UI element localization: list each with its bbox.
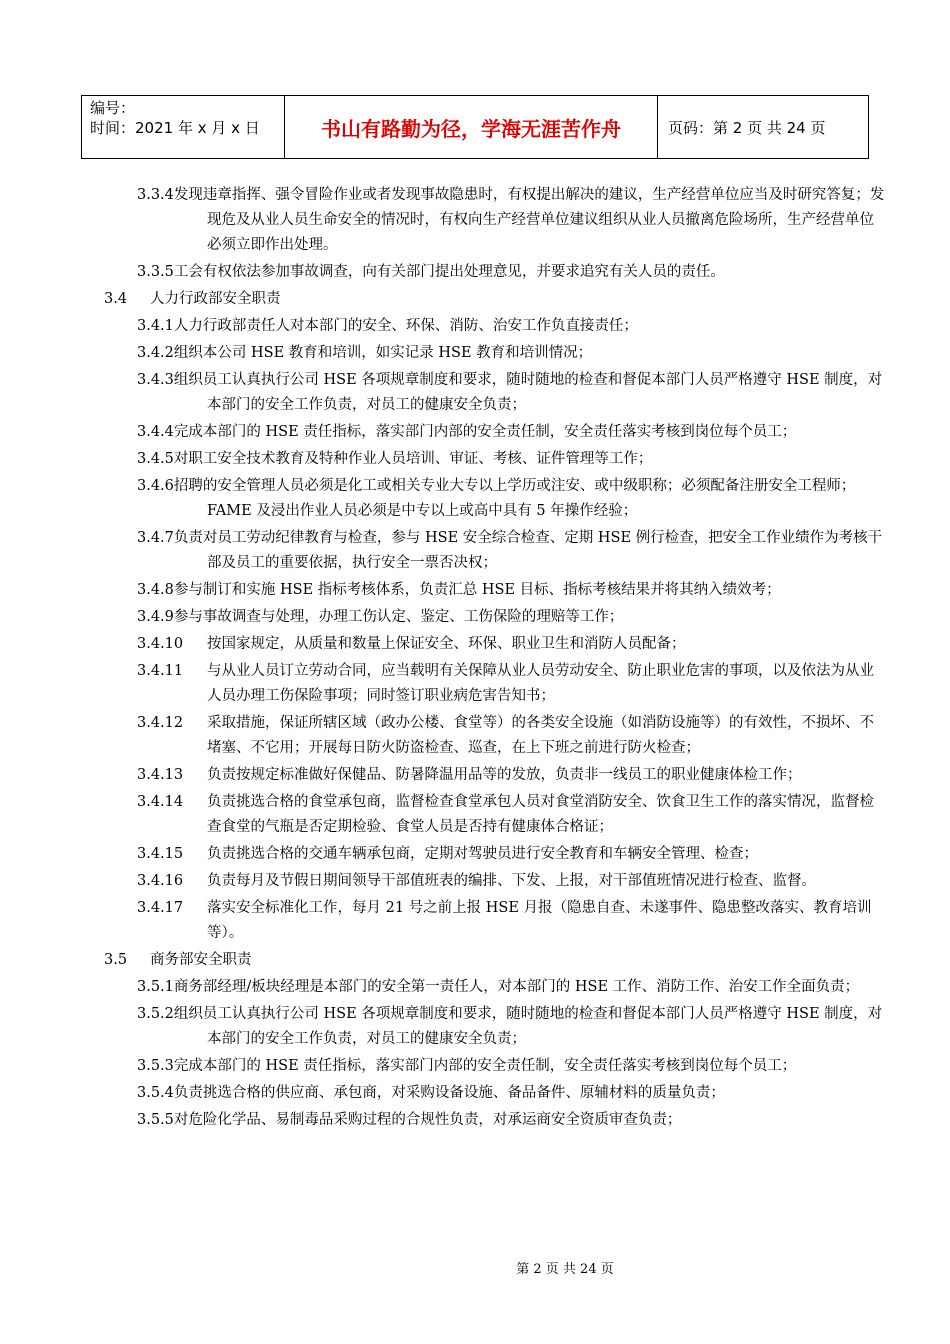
clause-number: 3.4.7 — [137, 530, 174, 546]
clause-text: 落实安全标准化工作，每月 21 号之前上报 HSE 月报（隐患自查、未遂事件、隐患整改落实、教育培训等）。 — [207, 900, 872, 941]
clause-number: 3.4.8 — [137, 582, 174, 598]
clause-text: 组织员工认真执行公司 HSE 各项规章制度和要求，随时随地的检查和督促本部门人员严格遵守 HSE 制度，对本部门的安全工作负责，对员工的健康安全负责； — [173, 372, 883, 413]
page-header — [81, 95, 869, 159]
clause-number: 3.4.6 — [137, 478, 174, 494]
clause-text: 负责挑选合格的食堂承包商，监督检查食堂承包人员对食堂消防安全、饮食卫生工作的落实情况，监督检查食堂的气瓶是否定期检验、食堂人员是否持有健康体合格证； — [207, 794, 874, 835]
clause-text: 人力行政部责任人对本部门的安全、环保、消防、治安工作负直接责任； — [173, 318, 638, 334]
clause-item — [0, 420, 950, 445]
clause-text: 组织员工认真执行公司 HSE 各项规章制度和要求，随时随地的检查和督促本部门人员严格遵守 HSE 制度，对本部门的安全工作负责，对员工的健康安全负责； — [173, 1006, 883, 1047]
clause-number: 3.4.9 — [137, 609, 174, 625]
clause-number: 3.4.12 — [137, 715, 184, 731]
clause-text: 人力行政部安全职责 — [150, 291, 281, 307]
clause-item — [0, 896, 950, 946]
clause-text: 负责挑选合格的供应商、承包商，对采购设备设施、备品备件、原辅材料的质量负责； — [173, 1085, 725, 1101]
clause-item — [0, 632, 950, 657]
clause-number: 3.4.3 — [137, 372, 174, 388]
clause-number: 3.4.13 — [137, 767, 184, 783]
clause-number: 3.4.2 — [137, 345, 174, 361]
clause-item — [0, 314, 950, 339]
clause-item — [0, 1002, 950, 1052]
clause-item — [0, 183, 950, 258]
clause-text: 与从业人员订立劳动合同，应当载明有关保障从业人员劳动安全、防止职业危害的事项，以及依法为从业人员办理工伤保险事项；同时签订职业病危害告知书； — [207, 663, 874, 704]
clause-number: 3.4.15 — [137, 846, 184, 862]
clause-item — [0, 659, 950, 709]
clause-item — [0, 474, 950, 524]
clause-number: 3.4.14 — [137, 794, 184, 810]
clause-text: 参与制订和实施 HSE 指标考核体系，负责汇总 HSE 目标、指标考核结果并将其纳入绩效考； — [173, 582, 781, 598]
clause-text: 招聘的安全管理人员必须是化工或相关专业大专以上学历或注安、或中级职称；必须配备注册安全工程师；FAME 及浸出作业人员必须是中专以上或高中具有 5 年操作经验； — [173, 478, 856, 519]
clause-number: 3.5.1 — [137, 979, 174, 995]
clause-item — [0, 447, 950, 472]
clause-text: 工会有权依法参加事故调查，向有关部门提出处理意见，并要求追究有关人员的责任。 — [173, 264, 725, 280]
clause-text: 负责每月及节假日期间领导干部值班表的编排、下发、上报，对干部值班情况进行检查、监督。 — [207, 873, 816, 889]
document-body — [0, 183, 950, 1135]
clause-item — [0, 869, 950, 894]
clause-number: 3.5 — [104, 952, 128, 968]
clause-number: 3.4.1 — [137, 318, 174, 334]
clause-text: 对危险化学品、易制毒品采购过程的合规性负责，对承运商安全资质审查负责； — [173, 1112, 682, 1128]
clause-number: 3.5.4 — [137, 1085, 174, 1101]
clause-number: 3.4.10 — [137, 636, 184, 652]
section-heading — [0, 948, 950, 973]
clause-number: 3.4 — [104, 291, 128, 307]
header-page-label: 页码：第 2 页 共 24 页 — [668, 118, 826, 137]
clause-item — [0, 790, 950, 840]
clause-number: 3.4.16 — [137, 873, 184, 889]
clause-number: 3.5.3 — [137, 1058, 174, 1074]
clause-text: 完成本部门的 HSE 责任指标，落实部门内部的安全责任制，安全责任落实考核到岗位每个员工； — [173, 1058, 797, 1074]
clause-text: 采取措施，保证所辖区域（政办公楼、食堂等）的各类安全设施（如消防设施等）的有效性，不损坏、不堵塞、不它用；开展每日防火防盗检查、巡查，在上下班之前进行防火检查； — [207, 715, 874, 756]
section-heading — [0, 287, 950, 312]
clause-text: 负责挑选合格的交通车辆承包商，定期对驾驶员进行安全教育和车辆安全管理、检查； — [207, 846, 758, 862]
clause-item — [0, 1054, 950, 1079]
clause-item — [0, 975, 950, 1000]
clause-text: 负责按规定标准做好保健品、防暑降温用品等的发放，负责非一线员工的职业健康体检工作； — [207, 767, 802, 783]
clause-text: 按国家规定，从质量和数量上保证安全、环保、职业卫生和消防人员配备； — [207, 636, 686, 652]
clause-text: 组织本公司 HSE 教育和培训，如实记录 HSE 教育和培训情况； — [173, 345, 593, 361]
clause-text: 参与事故调查与处理，办理工伤认定、鉴定、工伤保险的理赔等工作； — [173, 609, 624, 625]
clause-item — [0, 763, 950, 788]
clause-item — [0, 368, 950, 418]
clause-number: 3.4.17 — [137, 900, 184, 916]
clause-number: 3.4.4 — [137, 424, 174, 440]
clause-number: 3.3.5 — [137, 264, 174, 280]
clause-item — [0, 526, 950, 576]
document-time-label: 时间：2021 年 x 月 x 日 — [90, 119, 260, 137]
page-footer: 第 2 页 共 24 页 — [516, 1262, 614, 1277]
clause-item — [0, 1081, 950, 1106]
clause-text: 负责对员工劳动纪律教育与检查，参与 HSE 安全综合检查、定期 HSE 例行检查，把安全工作业绩作为考核干部及员工的重要依据，执行安全一票否决权； — [173, 530, 883, 571]
clause-text: 商务部安全职责 — [150, 952, 252, 968]
clause-text: 发现违章指挥、强令冒险作业或者发现事故隐患时，有权提出解决的建议，生产经营单位应当及时研究答复；发现危及从业人员生命安全的情况时，有权向生产经营单位建议组织从业人员撤离危险场所，生产经营单位必须立即作出处理。 — [173, 187, 885, 253]
clause-text: 完成本部门的 HSE 责任指标，落实部门内部的安全责任制，安全责任落实考核到岗位每个员工； — [173, 424, 797, 440]
clause-number: 3.5.5 — [137, 1112, 174, 1128]
header-meta — [82, 96, 285, 158]
clause-number: 3.3.4 — [137, 187, 174, 203]
clause-text: 对职工安全技术教育及特种作业人员培训、审证、考核、证件管理等工作； — [173, 451, 653, 467]
clause-number: 3.4.5 — [137, 451, 174, 467]
clause-item — [0, 605, 950, 630]
document-number-label: 编号： — [90, 99, 136, 117]
clause-item — [0, 260, 950, 285]
header-motto: 书山有路勤为径，学海无涯苦作舟 — [285, 96, 658, 158]
clause-item — [0, 1108, 950, 1133]
clause-item — [0, 578, 950, 603]
clause-text: 商务部经理/板块经理是本部门的安全第一责任人，对本部门的 HSE 工作、消防工作、治安工作全面负责； — [173, 979, 860, 995]
clause-number: 3.4.11 — [137, 663, 184, 679]
clause-item — [0, 711, 950, 761]
clause-number: 3.5.2 — [137, 1006, 174, 1022]
clause-item — [0, 341, 950, 366]
clause-item — [0, 842, 950, 867]
